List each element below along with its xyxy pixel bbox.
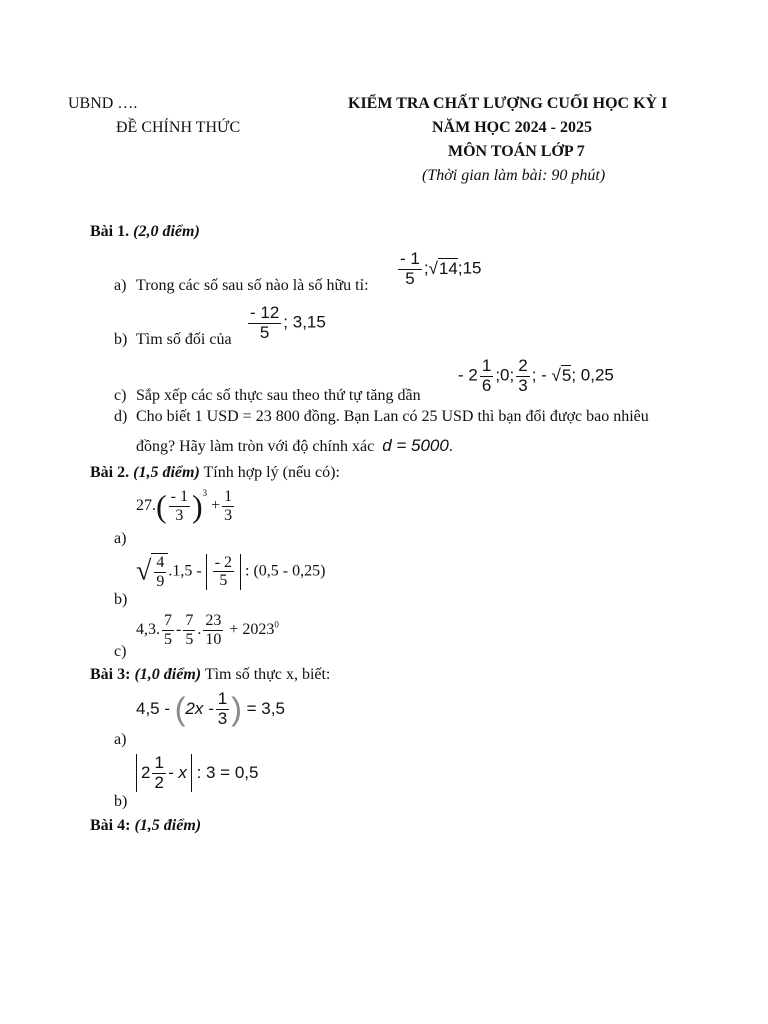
bai1-a-math: $\frac{- 1}{5}$ ;√14;15	[400, 249, 482, 288]
bai1-d-text2: đồng? Hãy làm tròn với độ chính xác d = 5000.	[136, 436, 453, 455]
exam-title: KIỂM TRA CHẤT LƯỢNG CUỐI HỌC KỲ I	[348, 95, 668, 112]
school-year: NĂM HỌC 2024 - 2025	[432, 119, 592, 136]
bai2-b-label: b)	[114, 591, 128, 608]
bai1-heading: Bài 1. (2,0 điểm)	[90, 223, 200, 240]
bai1-d-text: d) Cho biết 1 USD = 23 800 đồng. Bạn Lan có 25 USD thì bạn đổi được bao nhiêu	[114, 408, 649, 425]
bai2-heading: Bài 2. (1,5 điểm) Tính hợp lý (nếu có):	[90, 464, 340, 481]
time-limit: (Thời gian làm bài: 90 phút)	[422, 167, 606, 184]
bai3-a-math: 4,5 - (2x - $\frac{1}{3}$ ) = 3,5	[136, 689, 285, 728]
bai1-c-math: - 2 $\frac{1}{6}$ ;0; $\frac{2}{3}$ ; - √5; 0,25	[458, 356, 614, 395]
bai2-a-label: a)	[114, 530, 127, 547]
bai3-b-label: b)	[114, 793, 128, 810]
sqrt-sign: √14	[428, 259, 458, 279]
bai1-b-text: b) Tìm số đối của	[114, 331, 232, 348]
bai3-a-label: a)	[114, 731, 127, 748]
bai2-c-label: c)	[114, 643, 127, 660]
bai1-a-text: a) Trong các số sau số nào là số hữu tỉ:	[114, 277, 369, 294]
org-name: UBND ….	[68, 95, 138, 112]
bai1-c-text: c) Sắp xếp các số thực sau theo thứ tự tăng dần	[114, 387, 421, 404]
bai2-a-math: 27.( $\frac{- 1}{3}$ )$^3$ + $\frac{1}{3}$	[136, 488, 233, 525]
bai3-b-math: 2 $\frac{1}{2}$ - x : 3 = 0,5	[136, 754, 258, 792]
bai3-heading: Bài 3: (1,0 điểm) Tìm số thực x, biết:	[90, 666, 331, 683]
bai1-b-math: $\frac{- 12}{5}$ ; 3,15	[250, 303, 326, 342]
bai2-b-math: √ $\frac{4}{9}$ .1,5 - $\frac{- 2}{5}$ : (0,5 - 0,25)	[136, 553, 326, 590]
bai4-heading: Bài 4: (1,5 điểm)	[90, 817, 202, 834]
subject: MÔN TOÁN LỚP 7	[448, 143, 585, 160]
bai2-c-math: 4,3. $\frac{7}{5}$ - $\frac{7}{5}$ . $\frac{23}{10}$ + $2023^0$	[136, 612, 279, 648]
official-label: ĐỀ CHÍNH THỨC	[116, 119, 241, 136]
